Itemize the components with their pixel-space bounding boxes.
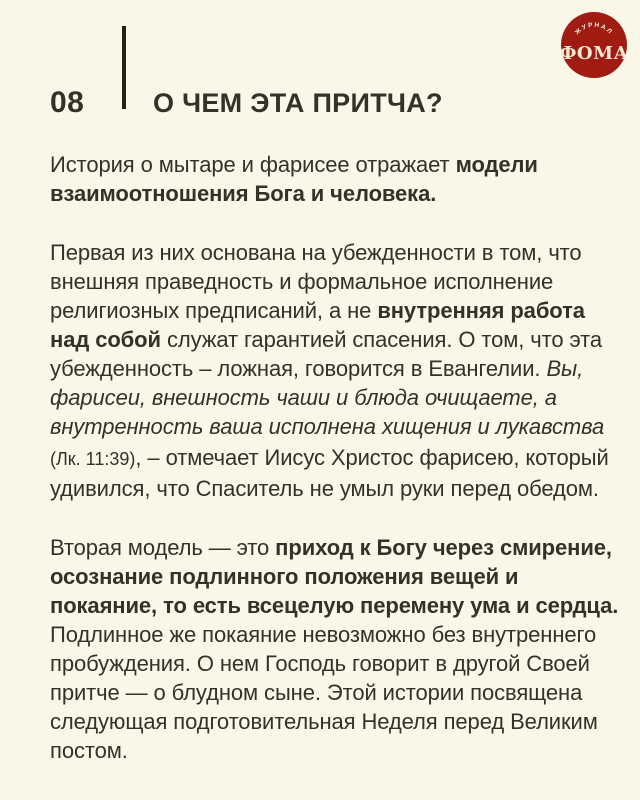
text-run-bold: приход к Богу через смирение, осознание подлинного положения вещей и покаяние, то есть всецелую перемену ума и сердца. bbox=[50, 535, 619, 618]
logo-name-text: ФОМА bbox=[561, 43, 627, 64]
text-run-regular: История о мытаре и фарисее отражает bbox=[50, 152, 456, 177]
logo-top-text: ЖУРНАЛ bbox=[573, 21, 615, 37]
text-run-regular: Подлинное же покаяние невозможно без внутреннего пробуждения. О нем Господь говорит в другой Своей притче — о блудном сыне. Этой истории посвящена следующая подготовительная Неделя перед Великим постом. bbox=[50, 622, 598, 763]
paragraph bbox=[50, 533, 624, 765]
paragraph bbox=[50, 238, 624, 503]
text-run-regular: , – отмечает Иисус Христос фарисею, который удивился, что Спаситель не умыл руки перед обедом. bbox=[50, 445, 609, 501]
text-run-bold: внутренняя работа над собой bbox=[50, 298, 585, 352]
article-text bbox=[50, 150, 624, 795]
slide-number: 08 bbox=[50, 86, 85, 119]
text-run-ref: (Лк. 11:39) bbox=[50, 449, 136, 469]
text-run-regular: служат гарантией спасения. О том, что эта убежденность – ложная, говорится в Евангелии. bbox=[50, 327, 603, 381]
header-divider bbox=[122, 26, 126, 109]
text-run-regular: Первая из них основана на убежденности в том, что внешняя праведность и формальное исполнение религиозных предписаний, а не bbox=[50, 240, 582, 323]
foma-logo-icon bbox=[561, 12, 627, 78]
foma-magazine-logo bbox=[561, 12, 627, 78]
text-run-italic: Вы, фарисеи, внешность чаши и блюда очищаете, а внутренность ваша исполнена хищения и лукавства bbox=[50, 356, 605, 439]
text-run-regular: Вторая модель — это bbox=[50, 535, 276, 560]
page-title: О ЧЕМ ЭТА ПРИТЧА? bbox=[153, 88, 443, 118]
text-run-bold: модели взаимоотношения Бога и человека. bbox=[50, 152, 538, 206]
paragraph bbox=[50, 150, 624, 208]
